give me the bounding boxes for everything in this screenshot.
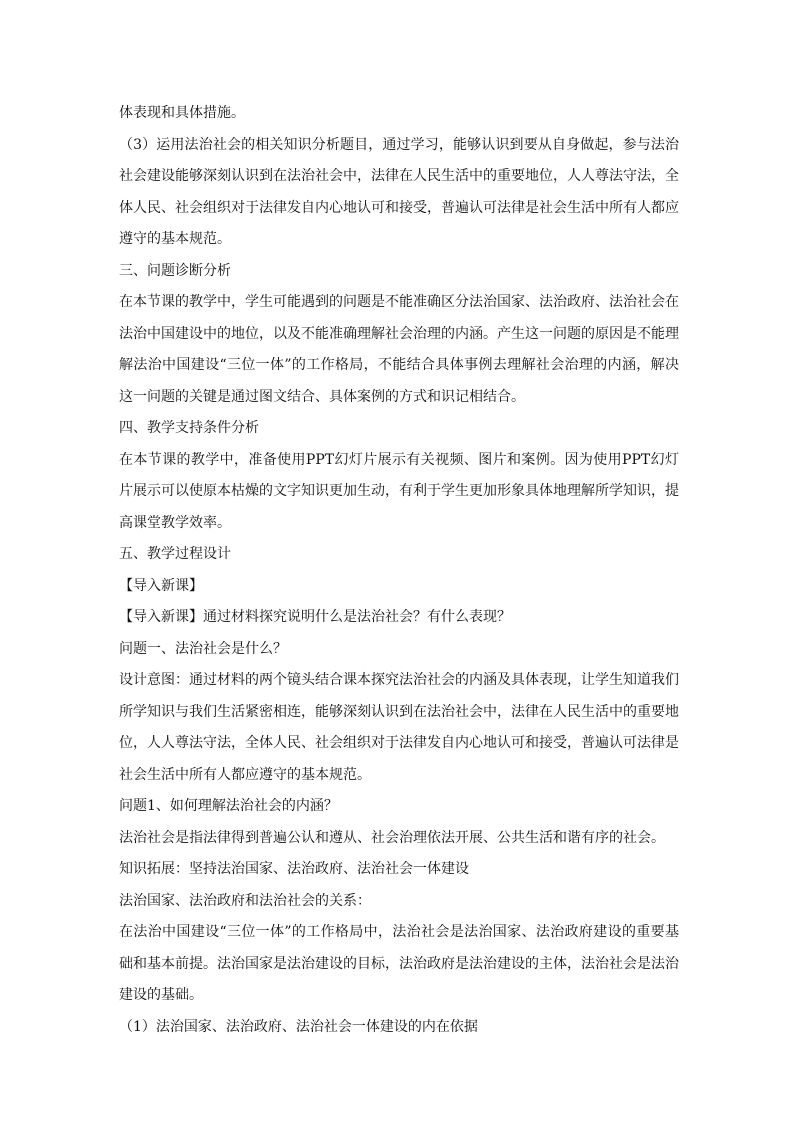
paragraph-lead-in: 【导入新课】通过材料探究说明什么是法治社会？有什么表现？ bbox=[119, 609, 511, 625]
paragraph-item-1: （1）法治国家、法治政府、法治社会一体建设的内在依据 bbox=[119, 1018, 478, 1035]
paragraph-problem-diagnosis: 在本节课的教学中，学生可能遇到的问题是不能准确区分法治国家、法治政府、法治社会在法治中国建设中的地位，以及不能准确理解社会治理的内涵。产生这一问题的原因是不能理解法治中国建设“三位一体”的工作格局，不能结合具体事例去理解社会治理的内涵，解决这一问题的关键是通过图文结合、具体案例的方式和识记相结合。 bbox=[119, 294, 679, 405]
label-lead-in: 【导入新课】 bbox=[119, 577, 203, 594]
heading-problem-diagnosis: 三、问题诊断分析 bbox=[119, 262, 231, 279]
paragraph-continuation: 体表现和具体措施。 bbox=[119, 105, 245, 121]
document-body bbox=[119, 98, 679, 1043]
question-1: 问题1、如何理解法治社会的内涵？ bbox=[119, 798, 338, 814]
question-one: 问题一、法治社会是什么？ bbox=[119, 640, 287, 657]
paragraph-knowledge-extension: 知识拓展：坚持法治国家、法治政府、法治社会一体建设 bbox=[119, 861, 469, 877]
paragraph-definition: 法治社会是指法律得到普遍公认和遵从、社会治理依法开展、公共生活和谐有序的社会。 bbox=[119, 829, 665, 846]
paragraph-relationship-heading: 法治国家、法治政府和法治社会的关系： bbox=[119, 892, 371, 909]
heading-teaching-process: 五、教学过程设计 bbox=[119, 546, 231, 562]
paragraph-design-intent: 设计意图：通过材料的两个镜头结合课本探究法治社会的内涵及具体表现，让学生知道我们所学知识与我们生活紧密相连，能够深刻认识到在法治社会中，法律在人民生活中的重要地位，人人尊法守法，全体人民、社会组织对于法律发自内心地认可和接受，普遍认可法律是社会生活中所有人都应遵守的基本规范。 bbox=[119, 672, 679, 783]
paragraph-teaching-support: 在本节课的教学中，准备使用PPT幻灯片展示有关视频、图片和案例。因为使用PPT幻灯片展示可以使原本枯燥的文字知识更加生动，有利于学生更加形象具体地理解所学知识，提高课堂教学效率。 bbox=[119, 451, 679, 531]
heading-teaching-support: 四、教学支持条件分析 bbox=[119, 420, 259, 436]
paragraph-relationship: 在法治中国建设“三位一体”的工作格局中，法治社会是法治国家、法治政府建设的重要基础和基本前提。法治国家是法治建设的目标，法治政府是法治建设的主体，法治社会是法治建设的基础。 bbox=[119, 924, 679, 1003]
paragraph-objective-3: （3）运用法治社会的相关知识分析题目，通过学习，能够认识到要从自身做起，参与法治社会建设能够深刻认识到在法治社会中，法律在人民生活中的重要地位，人人尊法守法，全体人民、社会组织对于法律发自内心地认可和接受，普遍认可法律是社会生活中所有人都应遵守的基本规范。 bbox=[119, 136, 679, 247]
